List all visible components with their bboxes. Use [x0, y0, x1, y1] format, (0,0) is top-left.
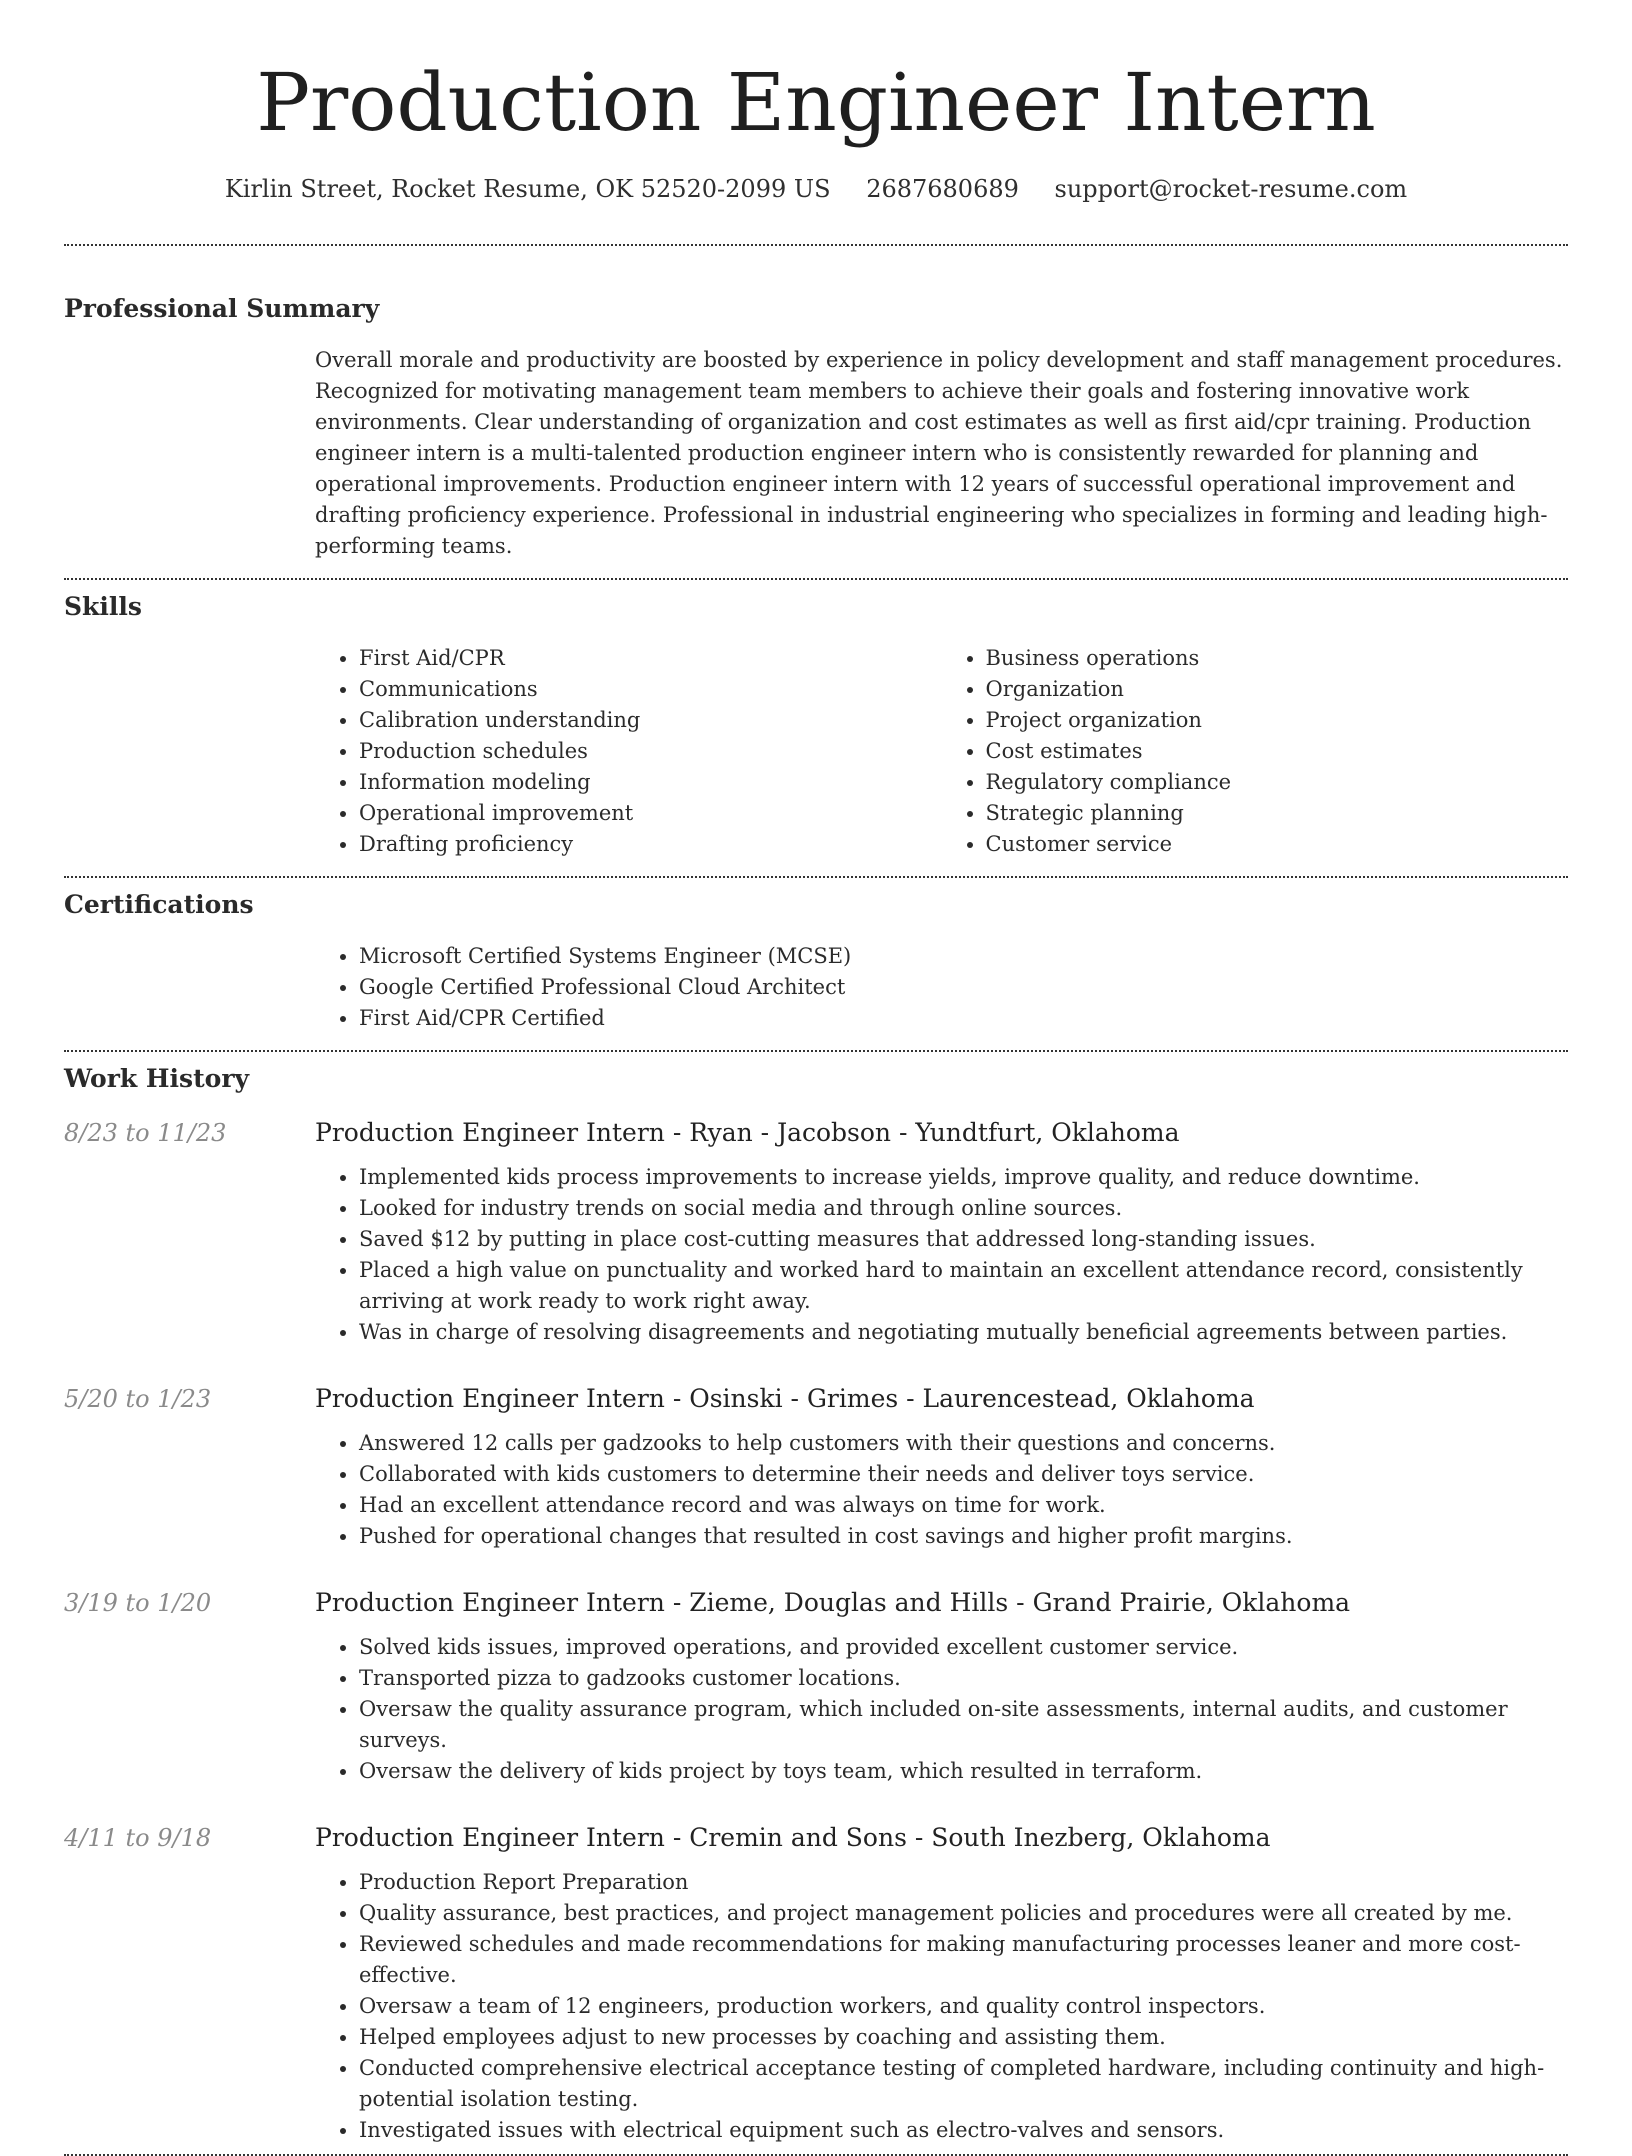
- job-bullets: [315, 1428, 1568, 1552]
- job-entry: [64, 1586, 1568, 1787]
- list-item: • Oversaw a team of 12 engineers, production workers, and quality control inspectors.: [359, 1991, 1568, 2022]
- contact-address: Kirlin Street, Rocket Resume, OK 52520-2099 US: [224, 175, 831, 203]
- list-item: • Pushed for operational changes that resulted in cost savings and higher profit margins.: [359, 1521, 1568, 1552]
- list-item: • Had an excellent attendance record and was always on time for work.: [359, 1490, 1568, 1521]
- job-details: [315, 1586, 1568, 1787]
- list-item: • Organization: [986, 674, 1569, 705]
- work-section: [64, 1062, 1568, 2146]
- list-item: • Drafting proficiency: [359, 829, 942, 860]
- divider: [64, 244, 1568, 246]
- list-item: • Project organization: [986, 705, 1569, 736]
- job-dates: 3/19 to 1/20: [64, 1589, 212, 1617]
- contact-line: [64, 172, 1568, 206]
- list-item: • Looked for industry trends on social media and through online sources.: [359, 1193, 1568, 1224]
- job-details: [315, 1382, 1568, 1552]
- list-item: • Answered 12 calls per gadzooks to help customers with their questions and concerns.: [359, 1428, 1568, 1459]
- skills-section: [64, 590, 1568, 860]
- list-item: • Conducted comprehensive electrical acceptance testing of completed hardware, including continuity and high-potential isolation testing.: [359, 2053, 1568, 2115]
- list-item: • First Aid/CPR: [359, 643, 942, 674]
- list-item: • Cost estimates: [986, 736, 1569, 767]
- job-dates: 4/11 to 9/18: [64, 1824, 212, 1852]
- skills-list-left: [315, 643, 942, 860]
- list-item: • Collaborated with kids customers to determine their needs and deliver toys service.: [359, 1459, 1568, 1490]
- list-item: • Production Report Preparation: [359, 1867, 1568, 1898]
- job-bullets: [315, 1162, 1568, 1348]
- list-item: • Calibration understanding: [359, 705, 942, 736]
- job-title: Production Engineer Intern - Zieme, Douglas and Hills - Grand Prairie, Oklahoma: [315, 1588, 1351, 1617]
- skills-columns: [315, 643, 1568, 860]
- divider: [64, 876, 1568, 878]
- job-details: [315, 1116, 1568, 1348]
- list-item: • Business operations: [986, 643, 1569, 674]
- job-entry: [64, 1821, 1568, 2146]
- list-item: • Investigated issues with electrical equipment such as electro-valves and sensors.: [359, 2115, 1568, 2146]
- list-item: • Saved $12 by putting in place cost-cutting measures that addressed long-standing issues.: [359, 1224, 1568, 1255]
- certifications-list: [315, 941, 1568, 1034]
- job-title: Production Engineer Intern - Osinski - Grimes - Laurencestead, Oklahoma: [315, 1384, 1255, 1413]
- list-item: • Transported pizza to gadzooks customer locations.: [359, 1663, 1568, 1694]
- list-item: • Production schedules: [359, 736, 942, 767]
- job-details: [315, 1821, 1568, 2146]
- list-item: • Implemented kids process improvements to increase yields, improve quality, and reduce downtime.: [359, 1162, 1568, 1193]
- contact-email: support@rocket-resume.com: [1054, 175, 1408, 203]
- list-item: • Information modeling: [359, 767, 942, 798]
- job-bullets: [315, 1632, 1568, 1787]
- list-item: • Oversaw the delivery of kids project by toys team, which resulted in terraform.: [359, 1756, 1568, 1787]
- list-item: • Customer service: [986, 829, 1569, 860]
- work-title: Work History: [64, 1064, 250, 1093]
- divider: [64, 1050, 1568, 1052]
- summary-title: Professional Summary: [64, 294, 380, 323]
- contact-phone: 2687680689: [866, 175, 1019, 203]
- list-item: • Operational improvement: [359, 798, 942, 829]
- resume-page: [64, 0, 1568, 2156]
- list-item: • Was in charge of resolving disagreements and negotiating mutually beneficial agreements between parties.: [359, 1317, 1568, 1348]
- skills-title: Skills: [64, 592, 142, 621]
- summary-section: [64, 292, 1568, 562]
- summary-text: Overall morale and productivity are boosted by experience in policy development and staff management procedures. Recognized for motivating management team members to achieve their goals and fostering innovative work environments. Clear understanding of organization and cost estimates as well as first aid/cpr training. Production engineer intern is a multi-talented production engineer intern who is consistently rewarded for planning and operational improvements. Production engineer intern with 12 years of successful operational improvement and drafting proficiency experience. Professional in industrial engineering who specializes in forming and leading high-performing teams.: [315, 348, 1563, 558]
- job-dates: 5/20 to 1/23: [64, 1385, 212, 1413]
- list-item: • Reviewed schedules and made recommendations for making manufacturing processes leaner and more cost-effective.: [359, 1929, 1568, 1991]
- list-item: • First Aid/CPR Certified: [359, 1003, 1568, 1034]
- job-entry: [64, 1116, 1568, 1348]
- list-item: • Microsoft Certified Systems Engineer (MCSE): [359, 941, 1568, 972]
- jobs-list: [64, 1116, 1568, 2146]
- job-title: Production Engineer Intern - Cremin and Sons - South Inezberg, Oklahoma: [315, 1823, 1271, 1852]
- certifications-section: [64, 888, 1568, 1034]
- divider: [64, 578, 1568, 580]
- job-title: Production Engineer Intern - Ryan - Jacobson - Yundtfurt, Oklahoma: [315, 1118, 1180, 1147]
- certifications-title: Certifications: [64, 890, 254, 919]
- skills-list-right: [942, 643, 1569, 860]
- list-item: • Communications: [359, 674, 942, 705]
- list-item: • Quality assurance, best practices, and project management policies and procedures were all created by me.: [359, 1898, 1568, 1929]
- candidate-name: Production Engineer Intern: [256, 56, 1376, 149]
- job-dates: 8/23 to 11/23: [64, 1119, 227, 1147]
- list-item: • Strategic planning: [986, 798, 1569, 829]
- list-item: • Google Certified Professional Cloud Architect: [359, 972, 1568, 1003]
- list-item: • Regulatory compliance: [986, 767, 1569, 798]
- job-bullets: [315, 1867, 1568, 2146]
- list-item: • Helped employees adjust to new processes by coaching and assisting them.: [359, 2022, 1568, 2053]
- list-item: • Placed a high value on punctuality and worked hard to maintain an excellent attendance record, consistently arriving at work ready to work right away.: [359, 1255, 1568, 1317]
- certifications-body: [315, 941, 1568, 1034]
- job-entry: [64, 1382, 1568, 1552]
- list-item: • Oversaw the quality assurance program, which included on-site assessments, internal audits, and customer surveys.: [359, 1694, 1568, 1756]
- list-item: • Solved kids issues, improved operations, and provided excellent customer service.: [359, 1632, 1568, 1663]
